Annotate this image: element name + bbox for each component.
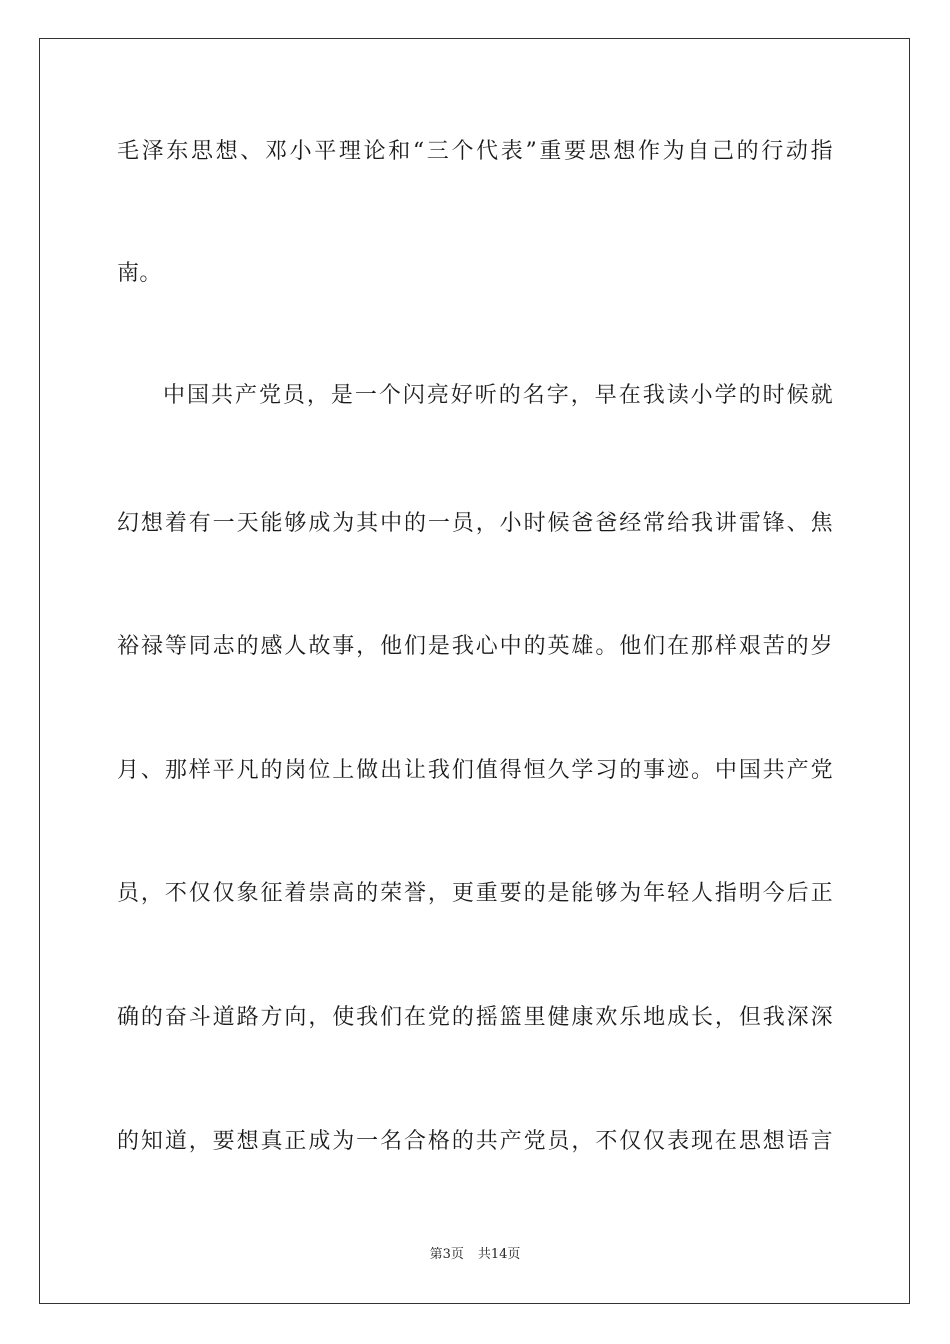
text-line: 确的奋斗道路方向，使我们在党的摇篮里健康欢乐地成长，但我深深 <box>117 1005 833 1030</box>
text-line: 员，不仅仅象征着崇高的荣誉，更重要的是能够为年轻人指明今后正 <box>117 881 833 906</box>
text-line: 裕禄等同志的感人故事，他们是我心中的英雄。他们在那样艰苦的岁 <box>117 634 833 659</box>
text-line: 的知道，要想真正成为一名合格的共产党员，不仅仅表现在思想语言 <box>117 1129 833 1154</box>
page-number: 第3页 <box>429 1247 464 1262</box>
page-footer <box>0 1246 950 1264</box>
text-line: 南。 <box>117 261 162 286</box>
page-border <box>39 38 910 1304</box>
paragraph-first-line: 中国共产党员，是一个闪亮好听的名字，早在我读小学的时候就 <box>163 383 833 408</box>
total-pages: 共14页 <box>477 1247 521 1262</box>
text-line: 幻想着有一天能够成为其中的一员，小时候爸爸经常给我讲雷锋、焦 <box>117 511 833 536</box>
text-line: 毛泽东思想、邓小平理论和“三个代表”重要思想作为自己的行动指 <box>117 139 833 164</box>
text-line: 月、那样平凡的岗位上做出让我们值得恒久学习的事迹。中国共产党 <box>117 758 833 783</box>
